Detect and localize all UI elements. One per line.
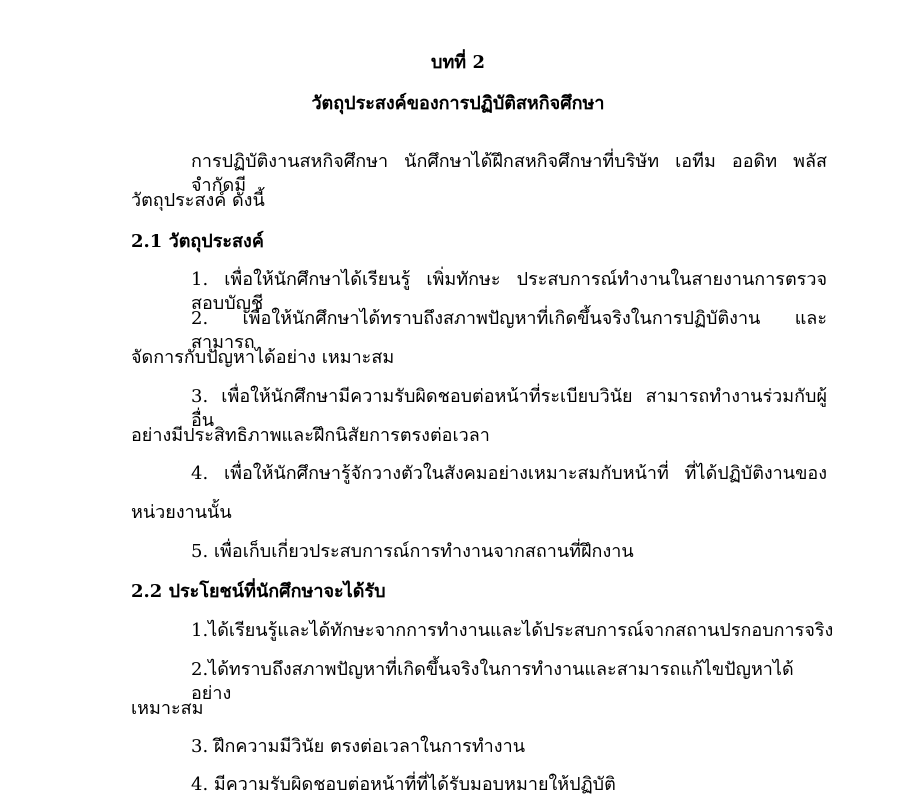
objective-item-3-line-2: อย่างมีประสิทธิภาพและฝึกนิสัยการตรงต่อเวลา	[131, 425, 490, 446]
objective-item-3-line-1: 3. เพื่อให้นักศึกษามีความรับผิดชอบต่อหน้าที่ระเบียบวินัย สามารถทำงานร่วมกับผู้อื่น	[191, 386, 827, 431]
benefit-item-3: 3. ฝึกความมีวินัย ตรงต่อเวลาในการทำงาน	[191, 736, 525, 757]
section-heading-benefits: 2.2 ประโยชน์ที่นักศึกษาจะได้รับ	[131, 581, 386, 602]
chapter-title: วัตถุประสงค์ของการปฏิบัติสหกิจศึกษา	[311, 93, 605, 114]
benefit-item-4: 4. มีความรับผิดชอบต่อหน้าที่ที่ได้รับมอบหมายให้ปฏิบัติ	[191, 774, 616, 795]
intro-paragraph-line-1: การปฏิบัติงานสหกิจศึกษา นักศึกษาได้ฝึกสหกิจศึกษาที่บริษัท เอทีม ออดิท พลัส จำกัดมี	[191, 151, 827, 196]
objective-item-5: 5. เพื่อเก็บเกี่ยวประสบการณ์การทำงานจากสถานที่ฝึกงาน	[191, 541, 634, 562]
objective-item-4-line-2: หน่วยงานนั้น	[131, 502, 232, 523]
objective-item-2-line-2: จัดการกับปัญหาได้อย่าง เหมาะสม	[131, 347, 395, 368]
benefit-item-1: 1.ได้เรียนรู้และได้ทักษะจากการทำงานและได้ประสบการณ์จากสถานปรกอบการจริง	[191, 620, 834, 641]
objective-item-4-line-1: 4. เพื่อให้นักศึกษารู้จักวางตัวในสังคมอย่างเหมาะสมกับหน้าที่ ที่ได้ปฏิบัติงานของ	[191, 463, 827, 484]
intro-paragraph-line-2: วัตถุประสงค์ ดังนี้	[131, 190, 265, 211]
section-heading-objectives: 2.1 วัตถุประสงค์	[131, 231, 264, 252]
objective-item-1: 1. เพื่อให้นักศึกษาได้เรียนรู้ เพิ่มทักษะ ประสบการณ์ทำงานในสายงานการตรวจสอบบัญชี	[191, 269, 827, 314]
benefit-item-2-line-2: เหมาะสม	[131, 698, 204, 719]
benefit-item-2-line-1: 2.ได้ทราบถึงสภาพปัญหาที่เกิดขึ้นจริงในการทำงานและสามารถแก้ไขปัญหาได้อย่าง	[191, 659, 794, 704]
objective-item-2-line-1: 2. เพื่อให้นักศึกษาได้ทราบถึงสภาพปัญหาที่เกิดขึ้นจริงในการปฏิบัติงาน และสามารถ	[191, 308, 827, 353]
chapter-number: บทที่ 2	[431, 52, 485, 73]
